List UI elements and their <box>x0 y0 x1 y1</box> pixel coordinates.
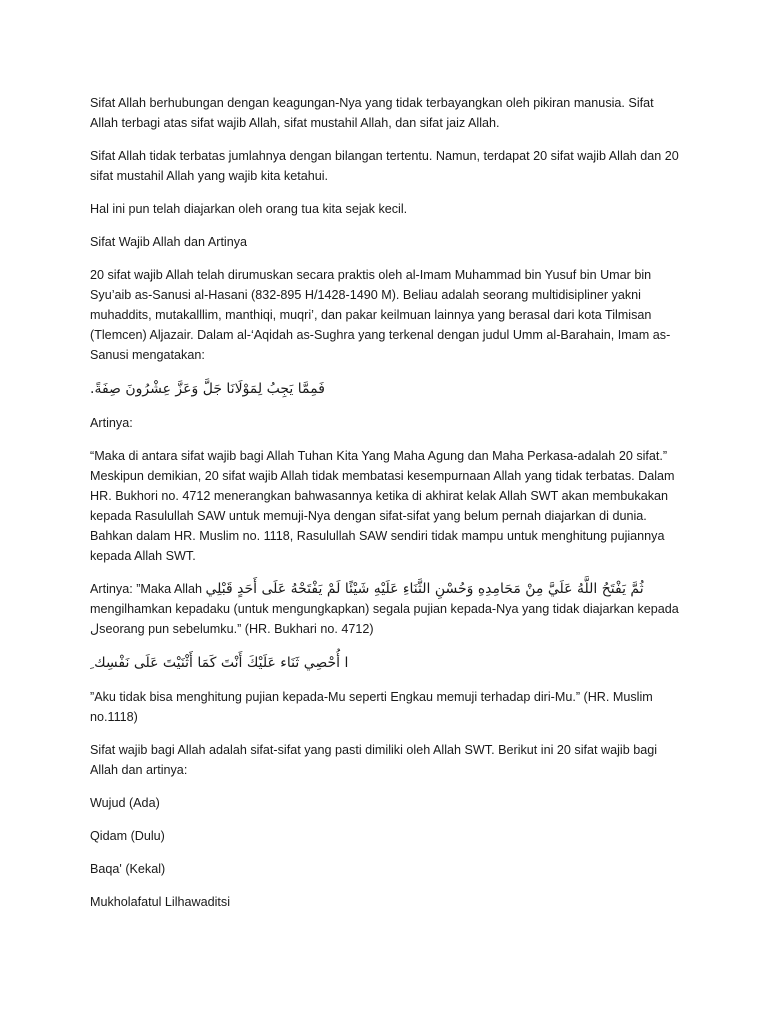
paragraph-sifat-intro: Sifat wajib bagi Allah adalah sifat-sifat yang pasti dimiliki oleh Allah SWT. Berikut ini 20 sifat wajib bagi Allah dan artinya: <box>90 743 658 777</box>
document-body <box>90 93 682 925</box>
paragraph-count: Sifat Allah tidak terbatas jumlahnya dengan bilangan tertentu. Namun, terdapat 20 sifat wajib Allah dan 20 sifat mustahil Allah yang wajib kita ketahui. <box>90 149 679 183</box>
list-item-baqa: Baqa' (Kekal) <box>90 862 166 876</box>
arabic-quote-sanusi <box>90 378 682 400</box>
paragraph-childhood: Hal ini pun telah diajarkan oleh orang tua kita sejak kecil. <box>90 202 408 216</box>
paragraph-muslim-translation: ”Aku tidak bisa menghitung pujian kepada-Mu seperti Engkau memuji terhadap diri-Mu.” (HR. Muslim no.1118) <box>90 690 653 724</box>
arabic-quote-bukhari-translation: Artinya: ”Maka Allah mengilhamkan kepadaku (untuk mengungkapkan) segala pujian kepada-Nya yang tidak diajarkan kepada seorang pun sebelumku.” (HR. Bukhari no. 4712) <box>90 582 679 636</box>
arabic-quote-muslim-block <box>90 652 682 674</box>
arabic-quote-muslim: ا أُحْصِي ثَنَاء عَلَيْكَ أَنْتَ كَمَا أَثْنَيْتَ عَلَى نَفْسِك ِ <box>90 655 349 671</box>
section-heading: Sifat Wajib Allah dan Artinya <box>90 235 248 249</box>
arabic-quote-bukhari-trailing: ل <box>90 622 100 636</box>
paragraph-sanusi: 20 sifat wajib Allah telah dirumuskan secara praktis oleh al-Imam Muhammad bin Yusuf bin Umar bin Syu’aib as-Sanusi al-Hasani (832-895 H/1428-1490 M). Beliau adalah seorang multidisipliner yakni muhaddits, mutakalllim, manthiqi, muqri’, dan pakar keilmuan lainnya yang berasal dari kota Tilmisan (Tlemcen) Aljazair. Dalam al-‘Aqidah as-Sughra yang terkenal dengan judul Umm al-Barahain, Imam as-Sanusi mengatakan: <box>90 268 671 362</box>
arabic-quote-sanusi-text: فَمِمَّا يَجِبُ لِمَوْلَانَا جَلَّ وَعَزَّ عِشْرُونَ صِفَةً. <box>90 381 325 397</box>
paragraph-intro: Sifat Allah berhubungan dengan keagungan-Nya yang tidak terbayangkan oleh pikiran manusia. Sifat Allah terbagi atas sifat wajib Allah, sifat mustahil Allah, dan sifat jaiz Allah. <box>90 96 654 130</box>
arabic-quote-bukhari-block <box>90 579 682 639</box>
list-item-wujud: Wujud (Ada) <box>90 796 160 810</box>
list-item-mukholafatul: Mukholafatul Lilhawaditsi <box>90 895 231 909</box>
list-item-qidam: Qidam (Dulu) <box>90 829 165 843</box>
arabic-quote-bukhari: ثُمَّ يَفْتَحُ اللَّهُ عَلَيَّ مِنْ مَحَامِدِهِ وَحُسْنِ الثَّنَاءِ عَلَيْهِ شَيْئًا لَمْ يَفْتَحْهُ عَلَى أَحَدٍ قَبْلِي <box>205 581 644 597</box>
paragraph-translation: “Maka di antara sifat wajib bagi Allah Tuhan Kita Yang Maha Agung dan Maha Perkasa-adalah 20 sifat.” Meskipun demikian, 20 sifat wajib Allah tidak membatasi kesempurnaan Allah yang tidak terbatas. Dalam HR. Bukhori no. 4712 menerangkan bahwasannya ketika di akhirat kelak Allah SWT akan membukakan kepada Rasulullah SAW untuk memuji-Nya dengan sifat-sifat yang belum pernah diajarkan di dunia. Bahkan dalam HR. Muslim no. 1118, Rasulullah SAW sendiri tidak mampu untuk menghitung pujiannya kepada Allah SWT. <box>90 449 675 563</box>
artinya-label: Artinya: <box>90 416 133 430</box>
